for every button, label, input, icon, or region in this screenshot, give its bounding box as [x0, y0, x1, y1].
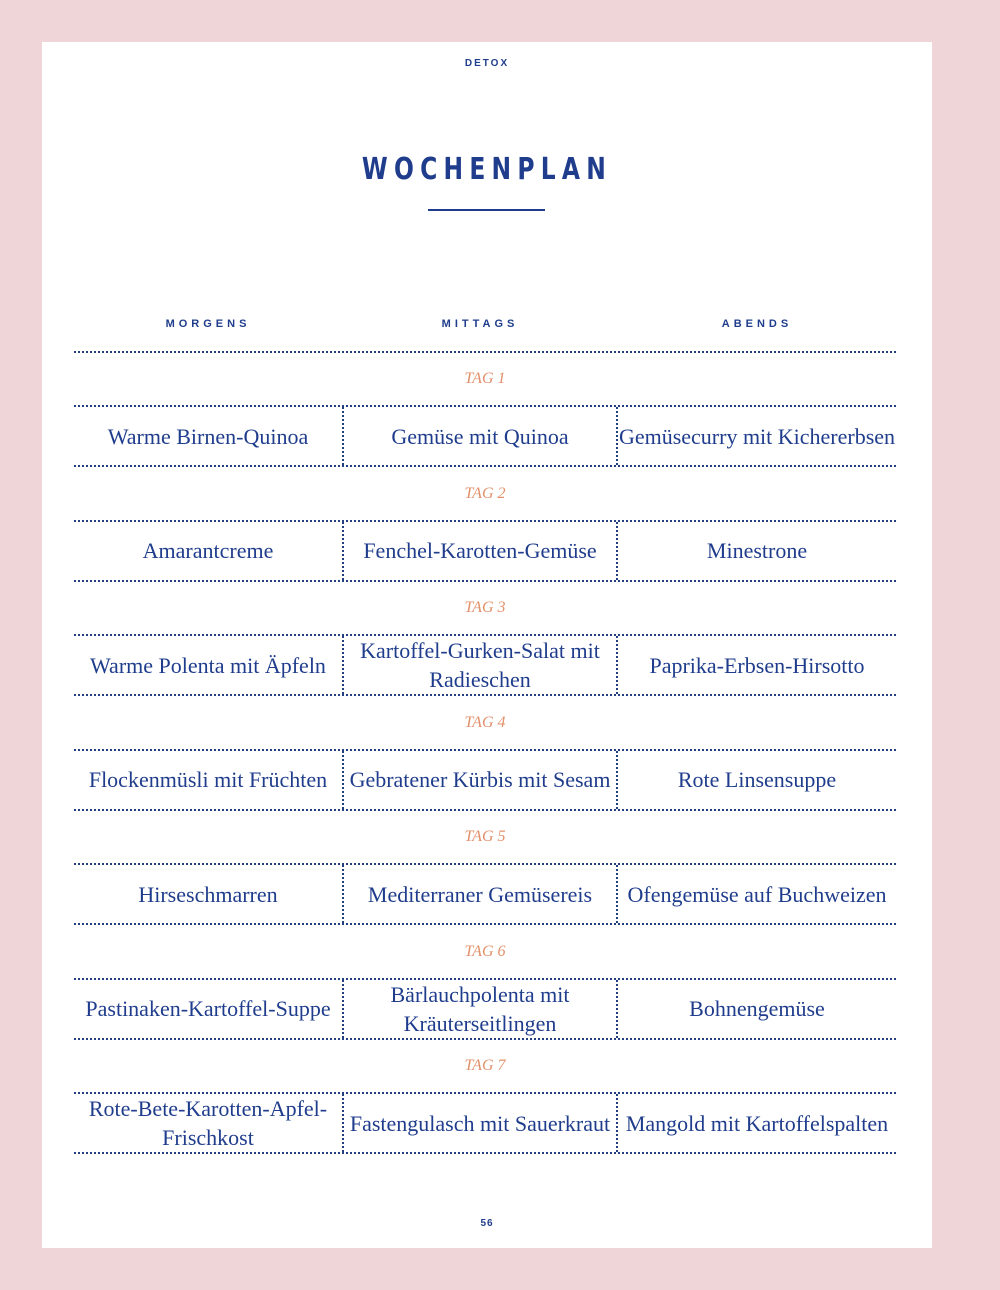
column-divider [342, 407, 344, 465]
meal-abends-day-7: Mangold mit Kartoffelspalten [625, 1110, 889, 1136]
day-tag-2: TAG 2 [464, 484, 506, 502]
day-tag-3: TAG 3 [464, 599, 506, 616]
meal-morgens-day-7: Rote-Bete-Karotten-Apfel-Frischkost [88, 1096, 328, 1150]
meal-morgens-day-4: Flockenmüsli mit Früchten [88, 767, 328, 792]
page-number: 56 [480, 1218, 494, 1229]
meal-abends-day-5: Ofengemüse auf Buchweizen [627, 881, 887, 907]
day-tag-5: TAG 5 [464, 828, 506, 845]
row-bottom-divider [74, 1038, 896, 1040]
section-kicker: DETOX [464, 58, 510, 69]
row-bottom-divider [74, 923, 896, 925]
meal-mittags-day-5: Mediterraner Gemüsereis [367, 881, 593, 907]
meal-row-day-3 [74, 636, 896, 694]
meal-row-day-4 [74, 751, 896, 809]
meal-abends-day-2: Minestrone [706, 538, 808, 563]
row-bottom-divider [74, 809, 896, 811]
column-divider [616, 1094, 618, 1152]
day-tag-4: TAG 4 [464, 713, 506, 731]
row-bottom-divider [74, 465, 896, 467]
meal-mittags-day-7: Fastengulasch mit Sauerkraut [349, 1110, 611, 1136]
meal-morgens-day-6: Pastinaken-Kartoffel-Suppe [85, 996, 331, 1021]
row-bottom-divider [74, 694, 896, 696]
day-tag-7: TAG 7 [464, 1057, 506, 1074]
day-tag-1: TAG 1 [464, 370, 506, 387]
meal-row-day-1 [74, 407, 896, 465]
column-divider [616, 636, 618, 694]
column-divider [616, 751, 618, 809]
meal-abends-day-1: Gemüsecurry mit Kichererbsen [618, 423, 896, 449]
column-header-mittags: MITTAGS [441, 318, 519, 330]
column-divider [342, 636, 344, 694]
meal-morgens-day-2: Amarantcreme [142, 538, 274, 563]
page-title: WOCHENPLAN [361, 152, 613, 187]
column-divider [616, 407, 618, 465]
meal-mittags-day-4: Gebratener Kürbis mit Sesam [349, 767, 611, 792]
column-divider [616, 522, 618, 580]
header-divider [74, 351, 896, 353]
row-bottom-divider [74, 580, 896, 582]
row-bottom-divider [74, 1152, 896, 1154]
meal-abends-day-6: Bohnengemüse [689, 996, 825, 1021]
meal-mittags-day-1: Gemüse mit Quinoa [391, 423, 569, 449]
column-header-morgens: MORGENS [165, 318, 251, 330]
meal-mittags-day-6: Bärlauchpolenta mit Kräuterseitlingen [390, 981, 570, 1036]
column-header-abends: ABENDS [721, 318, 793, 330]
column-divider [342, 980, 344, 1038]
meal-morgens-day-5: Hirseschmarren [138, 881, 278, 907]
meal-morgens-day-3: Warme Polenta mit Äpfeln [90, 652, 326, 678]
meal-row-day-2 [74, 522, 896, 580]
column-divider [342, 522, 344, 580]
column-divider [616, 980, 618, 1038]
meal-mittags-day-2: Fenchel-Karotten-Gemüse [363, 538, 597, 563]
meal-morgens-day-1: Warme Birnen-Quinoa [107, 423, 309, 449]
meal-mittags-day-3: Kartoffel-Gurken-Salat mit Radieschen [360, 638, 600, 692]
meal-row-day-7 [74, 1094, 896, 1152]
meal-row-day-6 [74, 980, 896, 1038]
column-divider [342, 751, 344, 809]
page [42, 42, 932, 1248]
day-tag-6: TAG 6 [464, 942, 506, 960]
meal-abends-day-3: Paprika-Erbsen-Hirsotto [649, 652, 865, 678]
column-divider [342, 1094, 344, 1152]
column-divider [342, 865, 344, 923]
meal-abends-day-4: Rote Linsensuppe [677, 767, 837, 792]
column-divider [616, 865, 618, 923]
title-underline [428, 209, 545, 211]
meal-row-day-5 [74, 865, 896, 923]
